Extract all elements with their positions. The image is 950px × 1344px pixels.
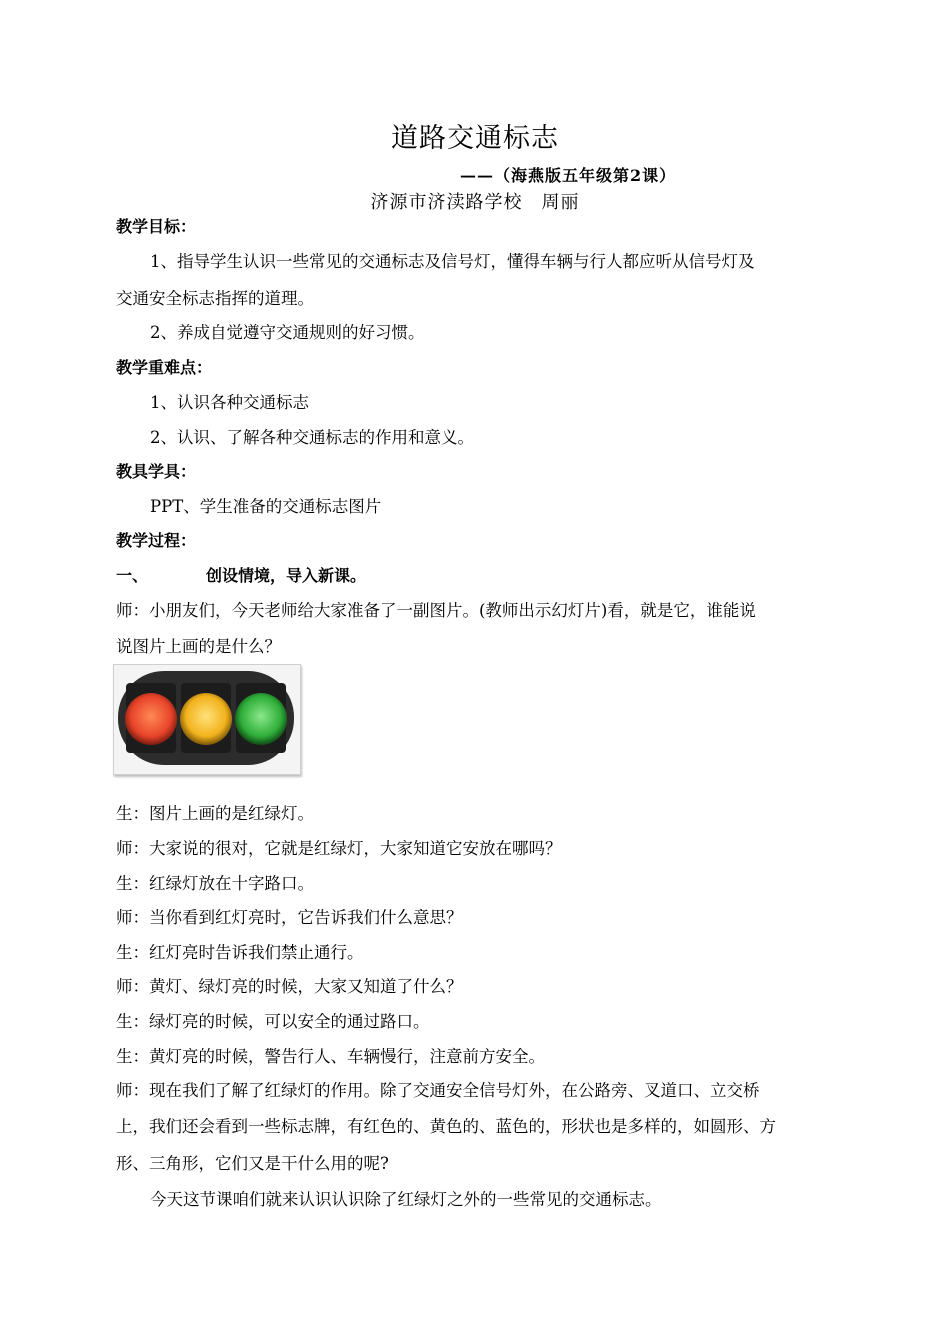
dialogue-line: 生：绿灯亮的时候，可以安全的通过路口。: [116, 1012, 430, 1031]
step-1-number: 一、: [116, 566, 149, 585]
dialogue-line: 生：黄灯亮的时候，警告行人、车辆慢行，注意前方安全。: [116, 1047, 545, 1066]
keypoints-heading: 教学重难点：: [116, 358, 213, 377]
author-line: 济源市济渎路学校 周丽: [370, 192, 580, 213]
process-heading: 教学过程：: [116, 531, 197, 550]
yellow-lamp: [180, 693, 232, 745]
traffic-light-icon: [118, 671, 294, 765]
green-lamp: [235, 693, 287, 745]
dialogue-line: 生：红绿灯放在十字路口。: [116, 874, 314, 893]
traffic-light-image: [113, 664, 301, 775]
dialogue-line: 今天这节课咱们就来认识认识除了红绿灯之外的一些常见的交通标志。: [150, 1190, 662, 1209]
dialogue-line: 师：当你看到红灯亮时，它告诉我们什么意思？: [116, 908, 463, 927]
goal-2: 2、养成自觉遵守交通规则的好习惯。: [150, 323, 425, 342]
traffic-light-lamps: [118, 671, 294, 765]
tools-heading: 教具学具：: [116, 462, 197, 481]
goal-1-line-2: 交通安全标志指挥的道理。: [116, 289, 314, 308]
dialogue-line: 师：黄灯、绿灯亮的时候，大家又知道了什么？: [116, 977, 463, 996]
dialogue-line: 师：小朋友们，今天老师给大家准备了一副图片。(教师出示幻灯片)看，就是它，谁能说: [116, 601, 756, 620]
step-1-heading: [116, 563, 366, 586]
goal-1-line-1: 1、指导学生认识一些常见的交通标志及信号灯，懂得车辆与行人都应听从信号灯及: [150, 252, 755, 271]
page-title: 道路交通标志: [391, 123, 559, 154]
page-subtitle: ——（海燕版五年级第2课）: [460, 166, 677, 185]
dialogue-line: 生：图片上画的是红绿灯。: [116, 804, 314, 823]
dialogue-line: 生：红灯亮时告诉我们禁止通行。: [116, 943, 364, 962]
red-lamp: [125, 693, 177, 745]
step-1-title: 创设情境，导入新课。: [206, 566, 367, 585]
dialogue-line: 说图片上画的是什么？: [116, 637, 281, 656]
keypoint-2: 2、认识、了解各种交通标志的作用和意义。: [150, 428, 474, 447]
tools-text: PPT、学生准备的交通标志图片: [150, 497, 382, 516]
goals-heading: 教学目标：: [116, 217, 197, 236]
keypoint-1: 1、认识各种交通标志: [150, 393, 309, 412]
dialogue-line: 师：大家说的很对，它就是红绿灯，大家知道它安放在哪吗？: [116, 839, 562, 858]
dialogue-line: 上，我们还会看到一些标志牌，有红色的、黄色的、蓝色的，形状也是多样的，如圆形、方: [116, 1117, 776, 1136]
dialogue-line: 师：现在我们了解了红绿灯的作用。除了交通安全信号灯外，在公路旁、叉道口、立交桥: [116, 1081, 760, 1100]
dialogue-line: 形、三角形，它们又是干什么用的呢?: [116, 1154, 389, 1173]
